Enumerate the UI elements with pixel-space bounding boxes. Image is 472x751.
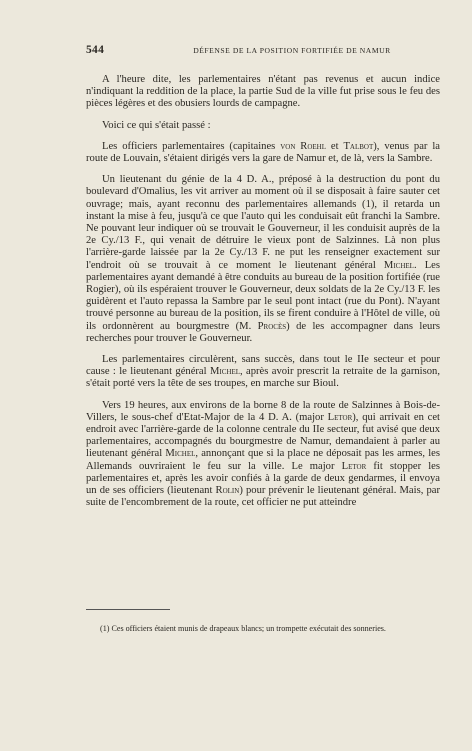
paragraph-text: , annonçant que si la place ne déposait pas les armes, les Allemands ouvriraient le feu sur la ville. Le major <box>86 448 440 472</box>
paragraph-text: ), qui arrivait en cet endroit avec l'arrière-garde de la colonne centrale du IIe secteur, fut avisé que deux parlementaires, accompagnés du bourgmestre de Namur, demandaient à parler au lieutenant général <box>86 411 440 460</box>
person-name: Michel <box>165 448 196 460</box>
paragraph-text: ), venus par la route de Louvain, s'étaient dirigés vers la gare de Namur et, de là, vers la Sambre. <box>86 140 440 165</box>
paragraph-text: Voici ce qui s'était passé : <box>102 119 211 131</box>
paragraph-text: . Les parlementaires ayant demandé à être conduits au bureau de la position fortifiée (rue Rogier), où ils espéraient trouver le Gouverneur, deux soldats de la 2e Cy./13 F. les guidèrent et l'auto repassa la Sambre par le seul pont intact (rue du Pont). N'ayant trouvé personne au bureau de la position, ils se firent conduire à l'Hôtel de ville, où ils ordonnèrent au bourgmestre (M. <box>86 259 441 332</box>
person-name: Talbot <box>343 140 374 152</box>
paragraph <box>86 74 440 111</box>
page-number: 544 <box>86 44 105 56</box>
person-name: Letor <box>327 411 353 423</box>
paragraph-text: ) de les accompagner dans leurs recherches pour trouver le Gouverneur. <box>86 320 440 344</box>
paragraph-text: A l'heure dite, les parlementaires n'étant pas revenus et aucun indice n'indiquant la reddition de la place, la partie Sud de la ville fut prise sous le feu des pièces légères et des obusiers lourds de campagne. <box>86 74 440 110</box>
person-name: Michel <box>209 366 240 378</box>
person-name: Michel <box>383 259 414 271</box>
paragraph <box>86 354 440 391</box>
paragraph <box>86 174 440 345</box>
paragraph <box>86 400 440 510</box>
paragraph <box>86 141 440 165</box>
paragraph-text: ) pour prévenir le lieutenant général. Mais, par suite de l'encombrement de la route, cet officier ne put atteindre <box>86 485 440 509</box>
paragraph <box>86 120 440 132</box>
paragraph-text: Les officiers parlementaires (capitaines <box>102 140 281 152</box>
paragraph-text: Un lieutenant du génie de la 4 D. A., préposé à la destruction du pont du boulevard d'Omalius, les vit arriver au moment où il se disposait à faire sauter cet ouvrage; mais, ayant reconnu des parlementaires allemands (1), il retarda un instant la mise à feu, jusqu'à ce que l'auto qui les conduisait eût franchi la Sambre. Ne pouvant leur indiquer où se trouvait le Gouverneur, il les conduisit auprès de la 2e Cy./13 F., qui venait de détruire le vieux pont de Salzinnes. Là non plus l'arrière-garde laissée par la 2e Cy./13 F. ne put les renseigner exactement sur l'endroit où se trouvait à ce moment le lieutenant général <box>86 174 440 271</box>
paragraph-text: et <box>326 140 344 152</box>
footnote-rule <box>86 609 170 610</box>
paragraph-text: Les parlementaires circulèrent, sans succès, dans tout le IIe secteur et pour cause : le lieutenant général <box>86 354 440 378</box>
paragraph-text: Vers 19 heures, aux environs de la borne 8 de la route de Salzinnes à Bois-de-Villers, le sous-chef d'Etat-Major de la 4 D. A. (major <box>86 399 440 423</box>
paragraph-text: , après avoir prescrit la retraite de la garnison, s'était porté vers la tête de ses troupes, en marche sur Bioul. <box>86 366 440 390</box>
page-header <box>86 44 440 58</box>
person-name: Letor <box>341 460 367 472</box>
person-name: Rolin <box>215 485 240 497</box>
person-name: von Roehl <box>280 140 326 152</box>
footnote-text: (1) Ces officiers étaient munis de drapeaux blancs; un trompette exécutait des sonneries. <box>100 624 386 633</box>
running-head: DÉFENSE DE LA POSITION FORTIFIÉE DE NAMUR <box>193 46 391 55</box>
footnote <box>86 623 440 634</box>
person-name: Procès <box>257 320 287 332</box>
paragraph-text: fit stopper les parlementaires et, après les avoir confiés à la garde de deux gendarmes, il envoya un de ses officiers (lieutenant <box>86 460 440 497</box>
body-text <box>86 74 440 510</box>
